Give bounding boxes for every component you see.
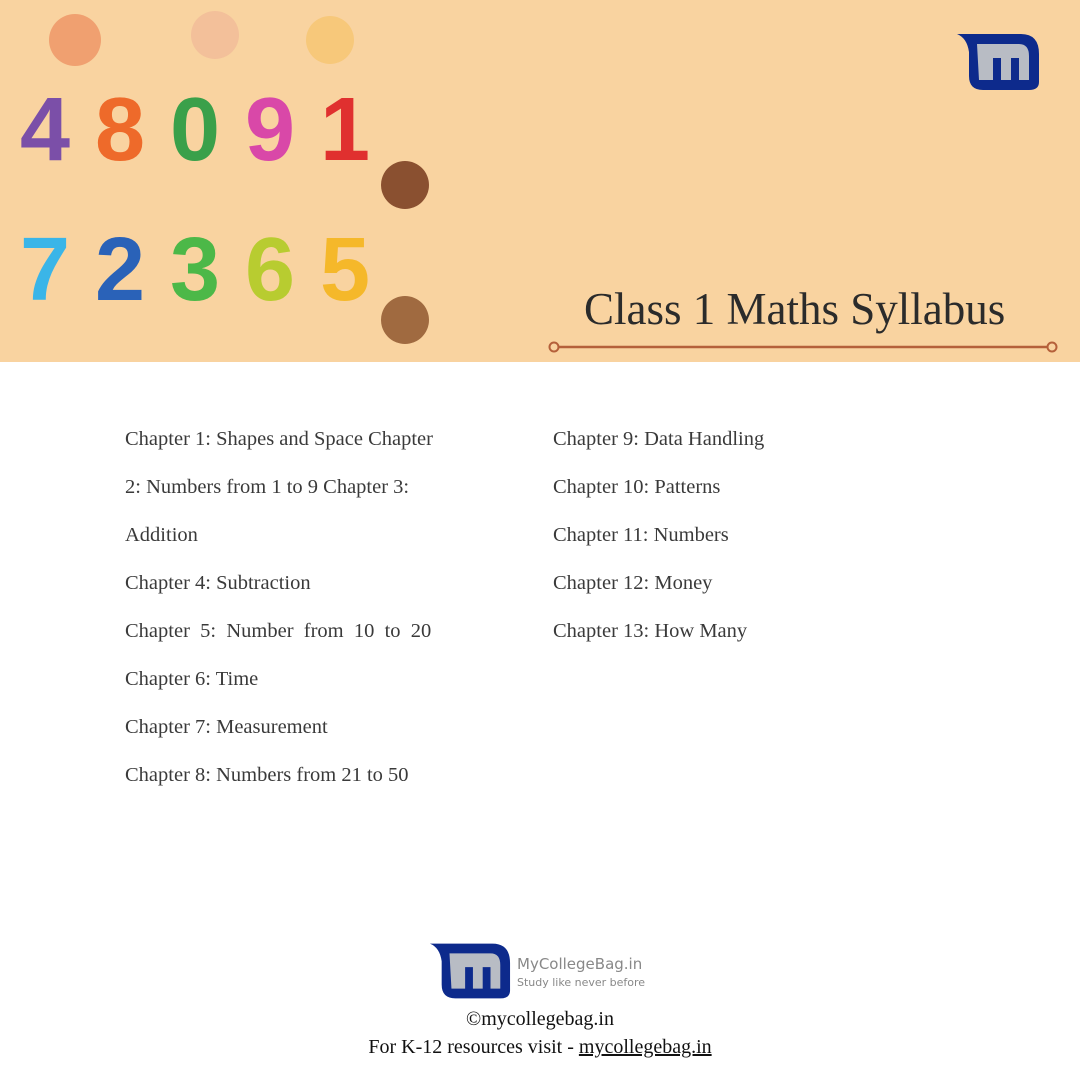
visit-prefix: For K-12 resources visit -	[368, 1036, 579, 1058]
chapter-list-left	[125, 424, 470, 808]
list-item: 2: Numbers from 1 to 9 Chapter 3:	[125, 476, 410, 498]
digit-8: 8	[95, 80, 146, 180]
footer-logo-icon	[428, 941, 512, 1001]
website-link[interactable]: mycollegebag.in	[578, 1036, 712, 1058]
digit-3: 3	[170, 220, 221, 320]
list-item: Addition	[125, 524, 198, 546]
digit-0: 0	[170, 80, 221, 180]
title-underline	[548, 341, 1058, 353]
digit-2: 2	[95, 220, 146, 320]
footer-brand	[517, 955, 645, 989]
list-item: Chapter 10: Patterns	[553, 476, 721, 498]
mycollegebag-logo	[955, 32, 1041, 92]
list-item: Chapter 7: Measurement	[125, 716, 328, 738]
digit-5: 5	[320, 220, 371, 320]
list-item: Chapter 12: Money	[553, 572, 713, 594]
header-banner	[0, 0, 1080, 362]
list-item: Chapter 6: Time	[125, 668, 259, 690]
digit-7: 7	[20, 220, 71, 320]
digit-9: 9	[245, 80, 296, 180]
list-item: Chapter 5: Number from 10 to 20	[125, 620, 432, 642]
visit-line	[0, 1036, 1080, 1059]
list-item: Chapter 9: Data Handling	[553, 428, 765, 450]
kids-numbers-illustration	[0, 0, 440, 362]
digit-6: 6	[245, 220, 296, 320]
list-item: Chapter 8: Numbers from 21 to 50	[125, 764, 409, 786]
page-title: Class 1 Maths Syllabus	[584, 284, 1006, 334]
list-item: Chapter 13: How Many	[553, 620, 748, 642]
digit-4: 4	[20, 80, 71, 180]
chapter-list-right	[553, 424, 764, 664]
list-item: Chapter 1: Shapes and Space Chapter	[125, 428, 433, 450]
brand-tagline: Study like never before	[517, 976, 646, 989]
digit-1: 1	[320, 80, 371, 180]
brand-name: MyCollegeBag.in	[517, 955, 643, 973]
list-item: Chapter 4: Subtraction	[125, 572, 311, 594]
list-item: Chapter 11: Numbers	[553, 524, 729, 546]
copyright: ©mycollegebag.in	[466, 1008, 614, 1030]
